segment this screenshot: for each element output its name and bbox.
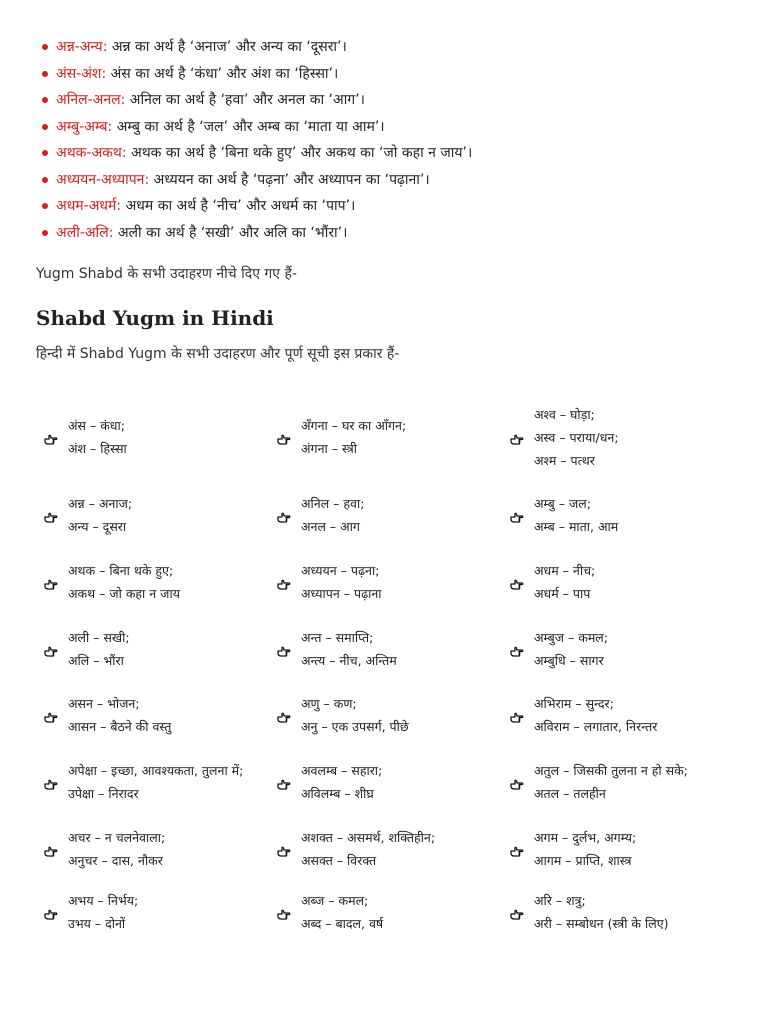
section-subtext: हिन्दी में Shabd Yugm के सभी उदाहरण और पूर्ण सूची इस प्रकार हैं- <box>36 346 400 362</box>
bullet-description: अम्बु का अर्थ है ‘जल’ और अम्ब का ‘माता या आम’। <box>112 118 385 135</box>
word-pair-line: अलि – भौंरा <box>68 653 124 668</box>
word-pair-lines <box>534 626 608 672</box>
word-pair-line: अश्व – घोड़ा; <box>534 406 595 422</box>
word-pair-lines <box>301 414 406 460</box>
word-pair-cell <box>502 482 735 548</box>
word-pair-lines <box>68 826 165 872</box>
bullet-dot-icon <box>42 124 48 130</box>
word-pair-bullet-list <box>56 36 472 248</box>
word-pair-lines <box>301 759 382 805</box>
word-pair-lines <box>68 559 180 605</box>
bullet-item <box>56 142 472 169</box>
word-pair-lines <box>68 692 171 738</box>
word-pair-lines <box>534 889 669 935</box>
word-pair-line: अनु – एक उपसर्ग, पीछे <box>301 719 409 734</box>
word-pair-line: अतुल – जिसकी तुलना न हो सके; <box>534 763 688 778</box>
word-pair-line: अधम – नीच; <box>534 563 596 578</box>
word-pair-cell <box>36 882 269 942</box>
word-pair-line: अरि – शत्रु; <box>534 893 586 908</box>
word-pair-cell <box>36 392 269 482</box>
grid-row <box>36 548 736 616</box>
word-pair-line: अरी – सम्बोधन (स्त्री के लिए) <box>534 916 669 931</box>
word-pair-line: अँगना – घर का आँगन; <box>301 418 407 433</box>
word-pair-lines <box>301 692 409 738</box>
bullet-term: अली-अलि <box>56 224 109 241</box>
bullet-colon: : <box>120 92 126 108</box>
word-pair-lines <box>534 492 618 538</box>
word-pair-cell <box>269 482 502 548</box>
hand-pointing-right-icon <box>44 709 58 721</box>
word-pair-lines <box>301 492 364 538</box>
word-pair-line: अली – सखी; <box>68 630 130 645</box>
bullet-colon: : <box>116 198 122 214</box>
hand-pointing-right-icon <box>277 509 291 521</box>
word-pair-cell <box>269 882 502 942</box>
hand-pointing-right-icon <box>277 576 291 588</box>
bullet-item <box>56 195 472 222</box>
word-pair-lines <box>68 492 132 538</box>
word-pair-line: असन – भोजन; <box>68 696 140 711</box>
hand-pointing-right-icon <box>44 431 58 443</box>
bullet-term: अन्न-अन्य <box>56 39 103 55</box>
word-pair-cell <box>36 548 269 616</box>
word-pair-cell <box>502 548 735 616</box>
word-pair-cell <box>36 748 269 816</box>
bullet-dot-icon <box>42 150 48 156</box>
word-pair-line: आसन – बैठने की वस्तु <box>68 719 172 734</box>
word-pair-cell <box>502 748 735 816</box>
word-pair-lines <box>68 414 127 460</box>
word-pair-cell <box>36 816 269 882</box>
word-pair-line: उभय – दोनों <box>68 916 126 931</box>
bullet-dot-icon <box>42 44 48 50</box>
word-pair-lines <box>534 692 657 738</box>
word-pair-lines <box>301 559 382 605</box>
hand-pointing-right-icon <box>44 576 58 588</box>
word-pair-line: अनुचर – दास, नौकर <box>68 853 163 868</box>
word-pair-line: अम्बुधि – सागर <box>534 653 604 668</box>
grid-row <box>36 882 736 942</box>
word-pair-line: अब्ज – कमल; <box>301 893 369 908</box>
bullet-item <box>56 36 472 63</box>
hand-pointing-right-icon <box>277 843 291 855</box>
word-pair-line: अधर्म – पाप <box>534 586 591 601</box>
hand-pointing-right-icon <box>277 906 291 918</box>
word-pair-grid <box>36 392 736 942</box>
word-pair-line: अंश – हिस्सा <box>68 441 127 456</box>
word-pair-lines <box>534 759 688 805</box>
word-pair-cell <box>502 816 735 882</box>
bullet-item <box>56 63 472 90</box>
word-pair-line: अनिल – हवा; <box>301 496 365 511</box>
word-pair-line: अवलम्ब – सहारा; <box>301 763 383 778</box>
hand-pointing-right-icon <box>510 906 524 918</box>
word-pair-line: अम्ब – माता, आम <box>534 519 619 534</box>
hand-pointing-right-icon <box>510 431 524 443</box>
hand-pointing-right-icon <box>44 509 58 521</box>
word-pair-line: उपेक्षा – निरादर <box>68 786 139 801</box>
hand-pointing-right-icon <box>510 643 524 655</box>
word-pair-line: असक्त – विरक्त <box>301 853 377 868</box>
bullet-colon: : <box>102 39 108 55</box>
word-pair-lines <box>534 559 595 605</box>
word-pair-line: अम्बु – जल; <box>534 496 591 511</box>
bullet-colon: : <box>121 145 127 161</box>
grid-row <box>36 482 736 548</box>
hand-pointing-right-icon <box>510 576 524 588</box>
word-pair-line: अभिराम – सुन्दर; <box>534 696 614 711</box>
bullet-description: अध्ययन का अर्थ है ‘पढ़ना’ और अध्यापन का ‘पढ़ाना’। <box>149 171 430 188</box>
bullet-dot-icon <box>42 230 48 236</box>
bullet-description: अन्न का अर्थ है ‘अनाज’ और अन्य का ‘दूसरा’। <box>107 39 347 55</box>
word-pair-line: आगम – प्राप्ति, शास्त्र <box>534 853 632 868</box>
hand-pointing-right-icon <box>277 776 291 788</box>
bullet-dot-icon <box>42 203 48 209</box>
grid-row <box>36 616 736 682</box>
bullet-term: अध्ययन-अध्यापन <box>56 171 145 188</box>
bullet-colon: : <box>144 171 150 188</box>
grid-row <box>36 748 736 816</box>
word-pair-line: अचर – न चलनेवाला; <box>68 830 166 845</box>
grid-row <box>36 682 736 748</box>
word-pair-line: अस्व – पराया/धन; <box>534 429 619 445</box>
hand-pointing-right-icon <box>44 776 58 788</box>
word-pair-line: अन्त्य – नीच, अन्तिम <box>301 653 397 668</box>
bullet-item <box>56 116 472 143</box>
bullet-description: अनिल का अर्थ है ‘हवा’ और अनल का ‘आग’। <box>125 92 365 108</box>
word-pair-line: अंस – कंधा; <box>68 418 125 433</box>
word-pair-line: अंगना – स्त्री <box>301 441 357 456</box>
word-pair-lines <box>68 626 130 672</box>
bullet-term: अधम-अधर्म <box>56 198 117 214</box>
word-pair-cell <box>269 548 502 616</box>
hand-pointing-right-icon <box>277 431 291 443</box>
bullet-colon: : <box>108 224 114 241</box>
word-pair-line: अणु – कण; <box>301 696 357 711</box>
word-pair-line: अध्ययन – पढ़ना; <box>301 563 380 578</box>
word-pair-cell <box>36 682 269 748</box>
bullet-term: अंस-अंश <box>56 65 102 82</box>
hand-pointing-right-icon <box>44 906 58 918</box>
word-pair-cell <box>269 748 502 816</box>
bullet-term: अनिल-अनल <box>56 92 121 108</box>
word-pair-line: अतल – तलहीन <box>534 786 606 801</box>
bullet-term: अम्बु-अम्ब <box>56 118 108 135</box>
bullet-dot-icon <box>42 71 48 77</box>
bullet-item <box>56 169 472 196</box>
word-pair-lines <box>534 826 636 872</box>
hand-pointing-right-icon <box>510 776 524 788</box>
hand-pointing-right-icon <box>44 843 58 855</box>
word-pair-lines <box>301 626 397 672</box>
word-pair-line: अभय – निर्भय; <box>68 893 139 908</box>
word-pair-line: अन्य – दूसरा <box>68 519 127 534</box>
bullet-item <box>56 222 472 249</box>
word-pair-line: अगम – दुर्लभ, अगम्य; <box>534 830 637 845</box>
grid-row <box>36 392 736 482</box>
word-pair-line: अविराम – लगातार, निरन्तर <box>534 719 658 734</box>
word-pair-cell <box>36 616 269 682</box>
bullet-description: अधम का अर्थ है ‘नीच’ और अधर्म का ‘पाप’। <box>121 198 356 214</box>
bullet-description: अली का अर्थ है ‘सखी’ और अलि का ‘भौंरा’। <box>113 224 348 241</box>
hand-pointing-right-icon <box>277 643 291 655</box>
word-pair-line: अध्यापन – पढ़ाना <box>301 586 382 601</box>
word-pair-cell <box>269 682 502 748</box>
hand-pointing-right-icon <box>510 843 524 855</box>
word-pair-line: अन्त – समाप्ति; <box>301 630 374 645</box>
bullet-colon: : <box>101 65 107 82</box>
grid-row <box>36 816 736 882</box>
bullet-dot-icon <box>42 97 48 103</box>
hand-pointing-right-icon <box>510 509 524 521</box>
word-pair-lines <box>68 889 138 935</box>
word-pair-cell <box>269 392 502 482</box>
word-pair-lines <box>301 889 383 935</box>
section-heading: Shabd Yugm in Hindi <box>36 306 274 330</box>
bullet-term: अथक-अकथ <box>56 145 122 161</box>
word-pair-line: अविलम्ब – शीघ्र <box>301 786 374 801</box>
bullet-dot-icon <box>42 177 48 183</box>
word-pair-line: अन्न – अनाज; <box>68 496 133 511</box>
hand-pointing-right-icon <box>510 709 524 721</box>
word-pair-cell <box>36 482 269 548</box>
word-pair-lines <box>534 403 619 472</box>
word-pair-cell <box>502 882 735 942</box>
word-pair-cell <box>502 616 735 682</box>
word-pair-lines <box>301 826 435 872</box>
word-pair-line: अशक्त – असमर्थ, शक्तिहीन; <box>301 830 436 845</box>
word-pair-cell <box>269 816 502 882</box>
word-pair-line: अश्म – पत्थर <box>534 452 595 468</box>
word-pair-line: अकथ – जो कहा न जाय <box>68 586 180 601</box>
bullet-description: अथक का अर्थ है ‘बिना थके हुए’ और अकथ का ‘जो कहा न जाय’। <box>126 145 473 161</box>
hand-pointing-right-icon <box>44 643 58 655</box>
word-pair-cell <box>502 392 735 482</box>
word-pair-line: अनल – आग <box>301 519 360 534</box>
word-pair-lines <box>68 759 243 805</box>
word-pair-cell <box>269 616 502 682</box>
bullet-colon: : <box>107 118 113 135</box>
word-pair-line: अपेक्षा – इच्छा, आवश्यकता, तुलना में; <box>68 763 244 778</box>
intro-text: Yugm Shabd के सभी उदाहरण नीचे दिए गए हैं- <box>36 266 297 282</box>
hand-pointing-right-icon <box>277 709 291 721</box>
word-pair-cell <box>502 682 735 748</box>
word-pair-line: अब्द – बादल, वर्ष <box>301 916 384 931</box>
bullet-description: अंस का अर्थ है ‘कंधा’ और अंश का ‘हिस्सा’। <box>106 65 339 82</box>
word-pair-line: अथक – बिना थके हुए; <box>68 563 174 578</box>
bullet-item <box>56 89 472 116</box>
word-pair-line: अम्बुज – कमल; <box>534 630 608 645</box>
